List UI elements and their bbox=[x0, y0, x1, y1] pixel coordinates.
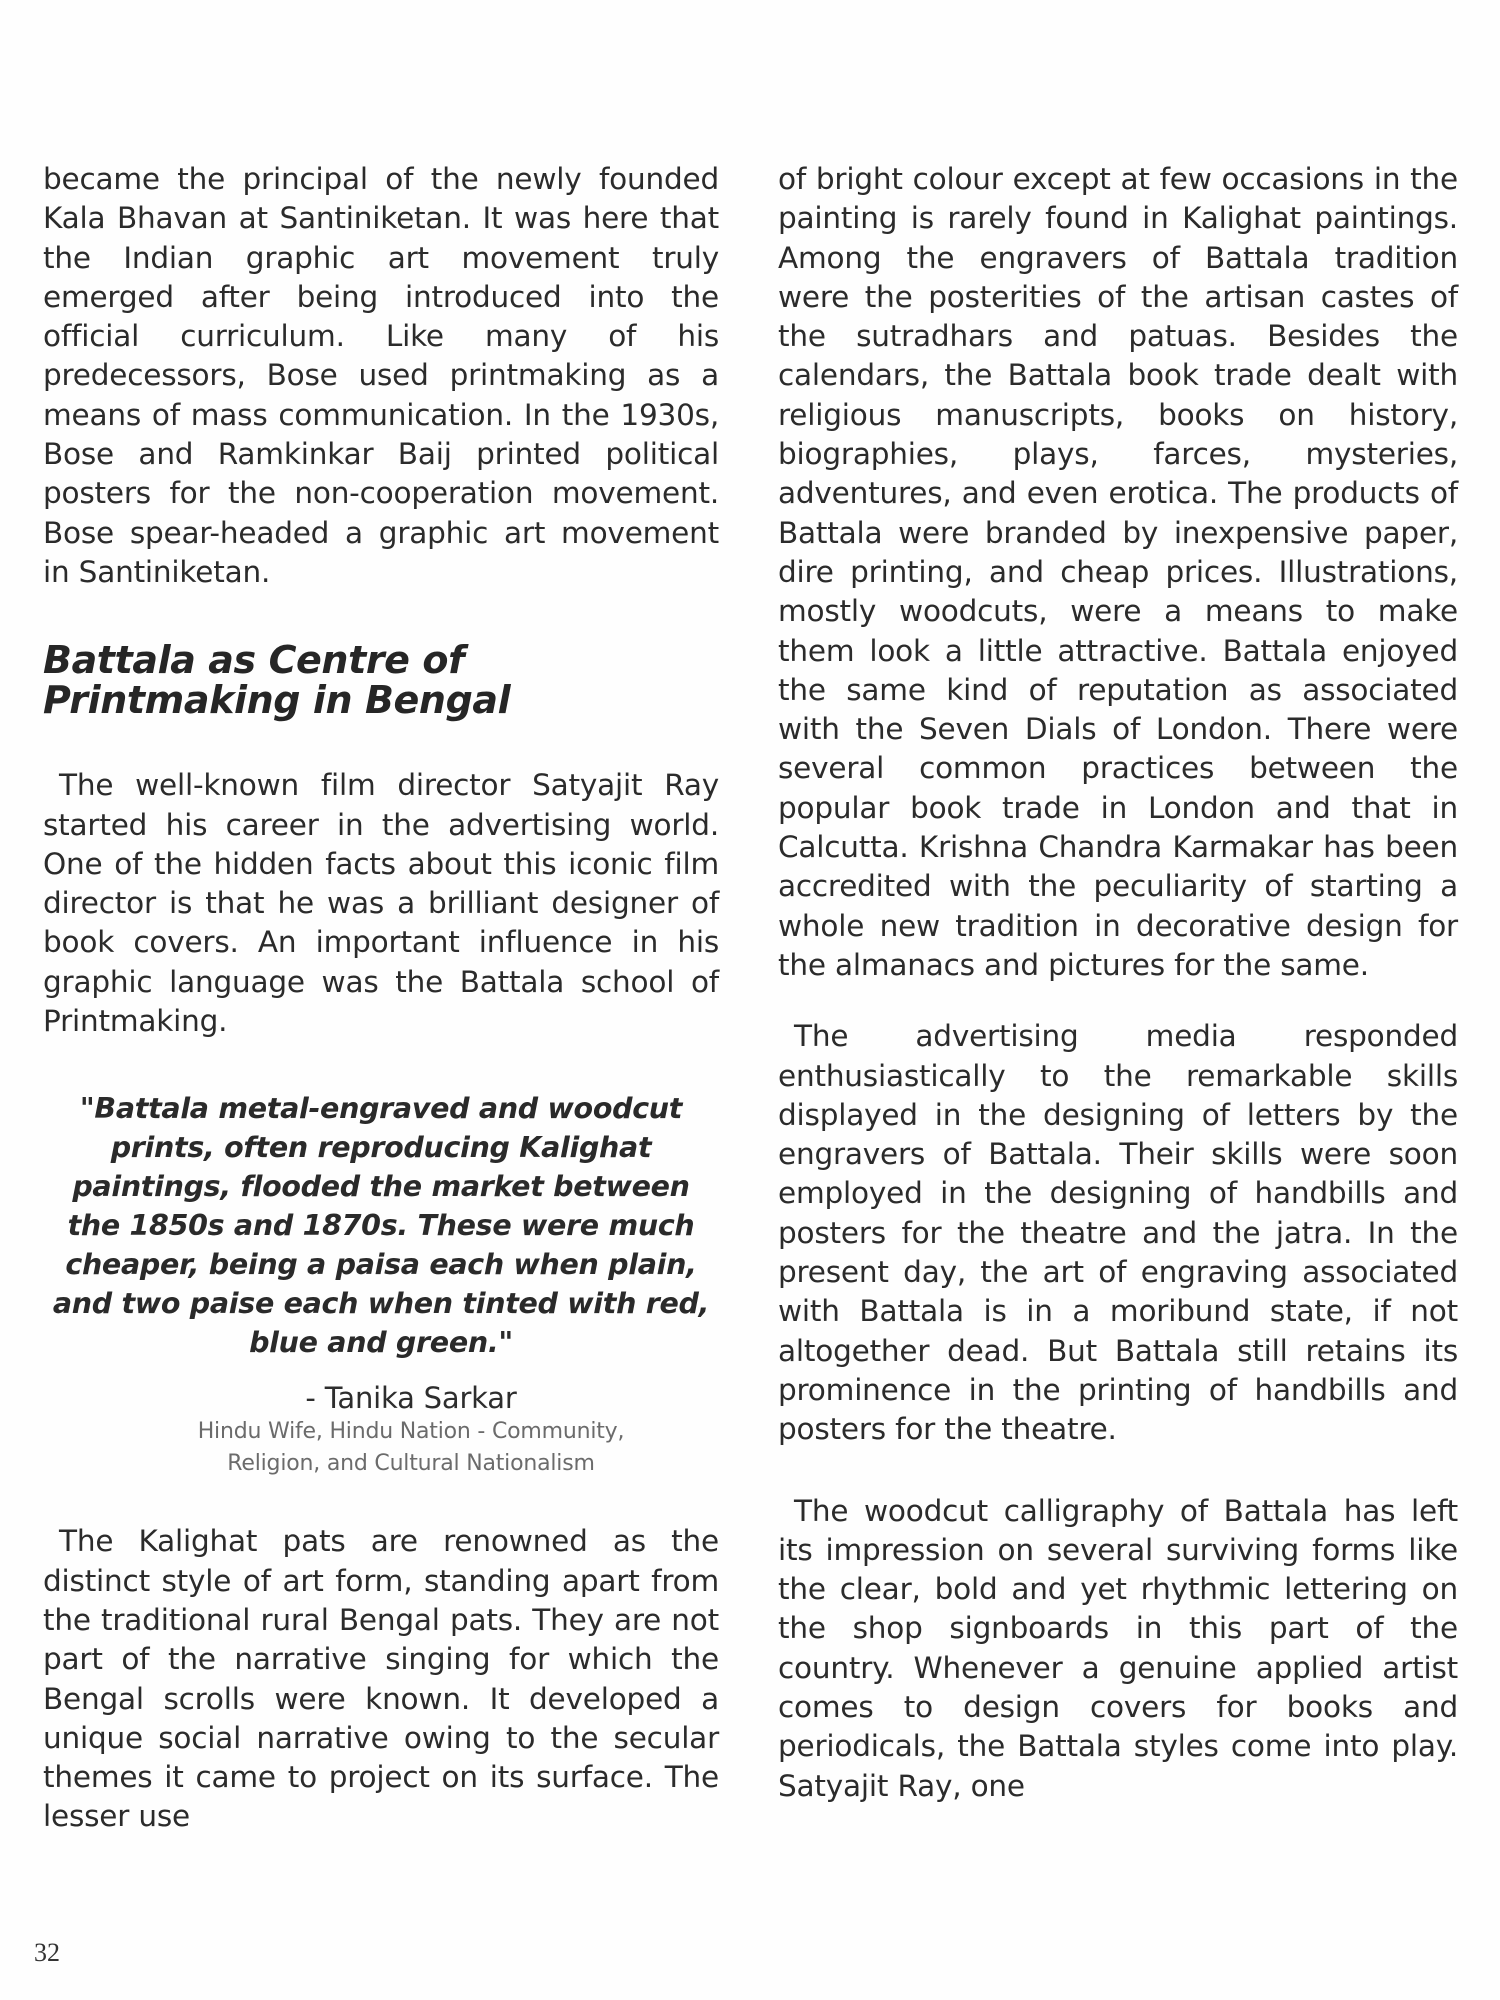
advertising-paragraph: The advertising media responded enthusiastically to the remarkable skills displayed in the designing of letters by the engravers of Battala. Their skills were soon employed in the designing of handbills and posters for the theatre and the jatra. In the present day, the art of engraving associated with Battala is in a moribund state, if not altogether dead. But Battala still retains its prominence in the printing of handbills and posters for the theatre. bbox=[778, 1019, 1458, 1447]
colour-paragraph: of bright colour except at few occasions in the painting is rarely found in Kalighat paintings. Among the engravers of Battala tradition were the posterities of the artisan castes of the sutradhars and patuas. Besides the calendars, the Battala book trade dealt with religious manuscripts, books on history, biographies, plays, farces, mysteries, adventures, and even erotica. The products of Battala were branded by inexpensive paper, dire printing, and cheap prices. Illustrations, mostly woodcuts, were a means to make them look a little attractive. Battala enjoyed the same kind of reputation as associated with the Seven Dials of London. There were several common practices between the popular book trade in London and that in Calcutta. Krishna Chandra Karmakar has been accredited with the peculiarity of starting a whole new tradition in decorative design for the almanacs and pictures for the same. bbox=[778, 162, 1458, 982]
quote-source-line-1: Hindu Wife, Hindu Nation - Community, bbox=[197, 1419, 625, 1445]
pull-quote bbox=[43, 1089, 719, 1480]
intro-paragraph: became the principal of the newly founded Kala Bhavan at Santiniketan. It was here that the Indian graphic art movement truly emerged after being introduced into the official curriculum. Like many of his predecessors, Bose used printmaking as a means of mass communication. In the 1930s, Bose and Ramkinkar Baij printed political posters for the non-cooperation movement. Bose spear-headed a graphic art movement in Santiniketan. bbox=[43, 162, 719, 589]
section-heading bbox=[43, 638, 719, 723]
woodcut-paragraph: The woodcut calligraphy of Battala has left its impression on several surviving forms like the clear, bold and yet rhythmic lettering on the shop signboards in this part of the country. Whenever a genuine applied artist comes to design covers for books and periodicals, the Battala styles come into play. Satyajit Ray, one bbox=[778, 1493, 1458, 1803]
page-number: 32 bbox=[34, 1938, 60, 1967]
left-column bbox=[43, 160, 719, 1837]
section-heading-line-1: Battala as Centre of bbox=[43, 638, 465, 683]
satyajit-paragraph: The well-known film director Satyajit Ray started his career in the advertising world. One of the hidden facts about this iconic film director is that he was a brilliant designer of book covers. An important influence in his graphic language was the Battala school of Printmaking. bbox=[43, 768, 719, 1039]
right-column bbox=[778, 160, 1458, 1806]
quote-source-line-2: Religion, and Cultural Nationalism bbox=[227, 1451, 595, 1477]
quote-author: - Tanika Sarkar bbox=[305, 1381, 517, 1416]
kalighat-paragraph: The Kalighat pats are renowned as the distinct style of art form, standing apart from the traditional rural Bengal pats. They are not part of the narrative singing for which the Bengal scrolls were known. It developed a unique social narrative owing to the secular themes it came to project on its surface. The lesser use bbox=[43, 1524, 719, 1834]
section-heading-line-2: Printmaking in Bengal bbox=[43, 678, 511, 723]
quote-text: "Battala metal-engraved and woodcut prints, often reproducing Kalighat paintings, flooded the market between the 1850s and 1870s. These were much cheaper, being a paisa each when plain, and two paise each when tinted with red, blue and green." bbox=[52, 1092, 710, 1360]
